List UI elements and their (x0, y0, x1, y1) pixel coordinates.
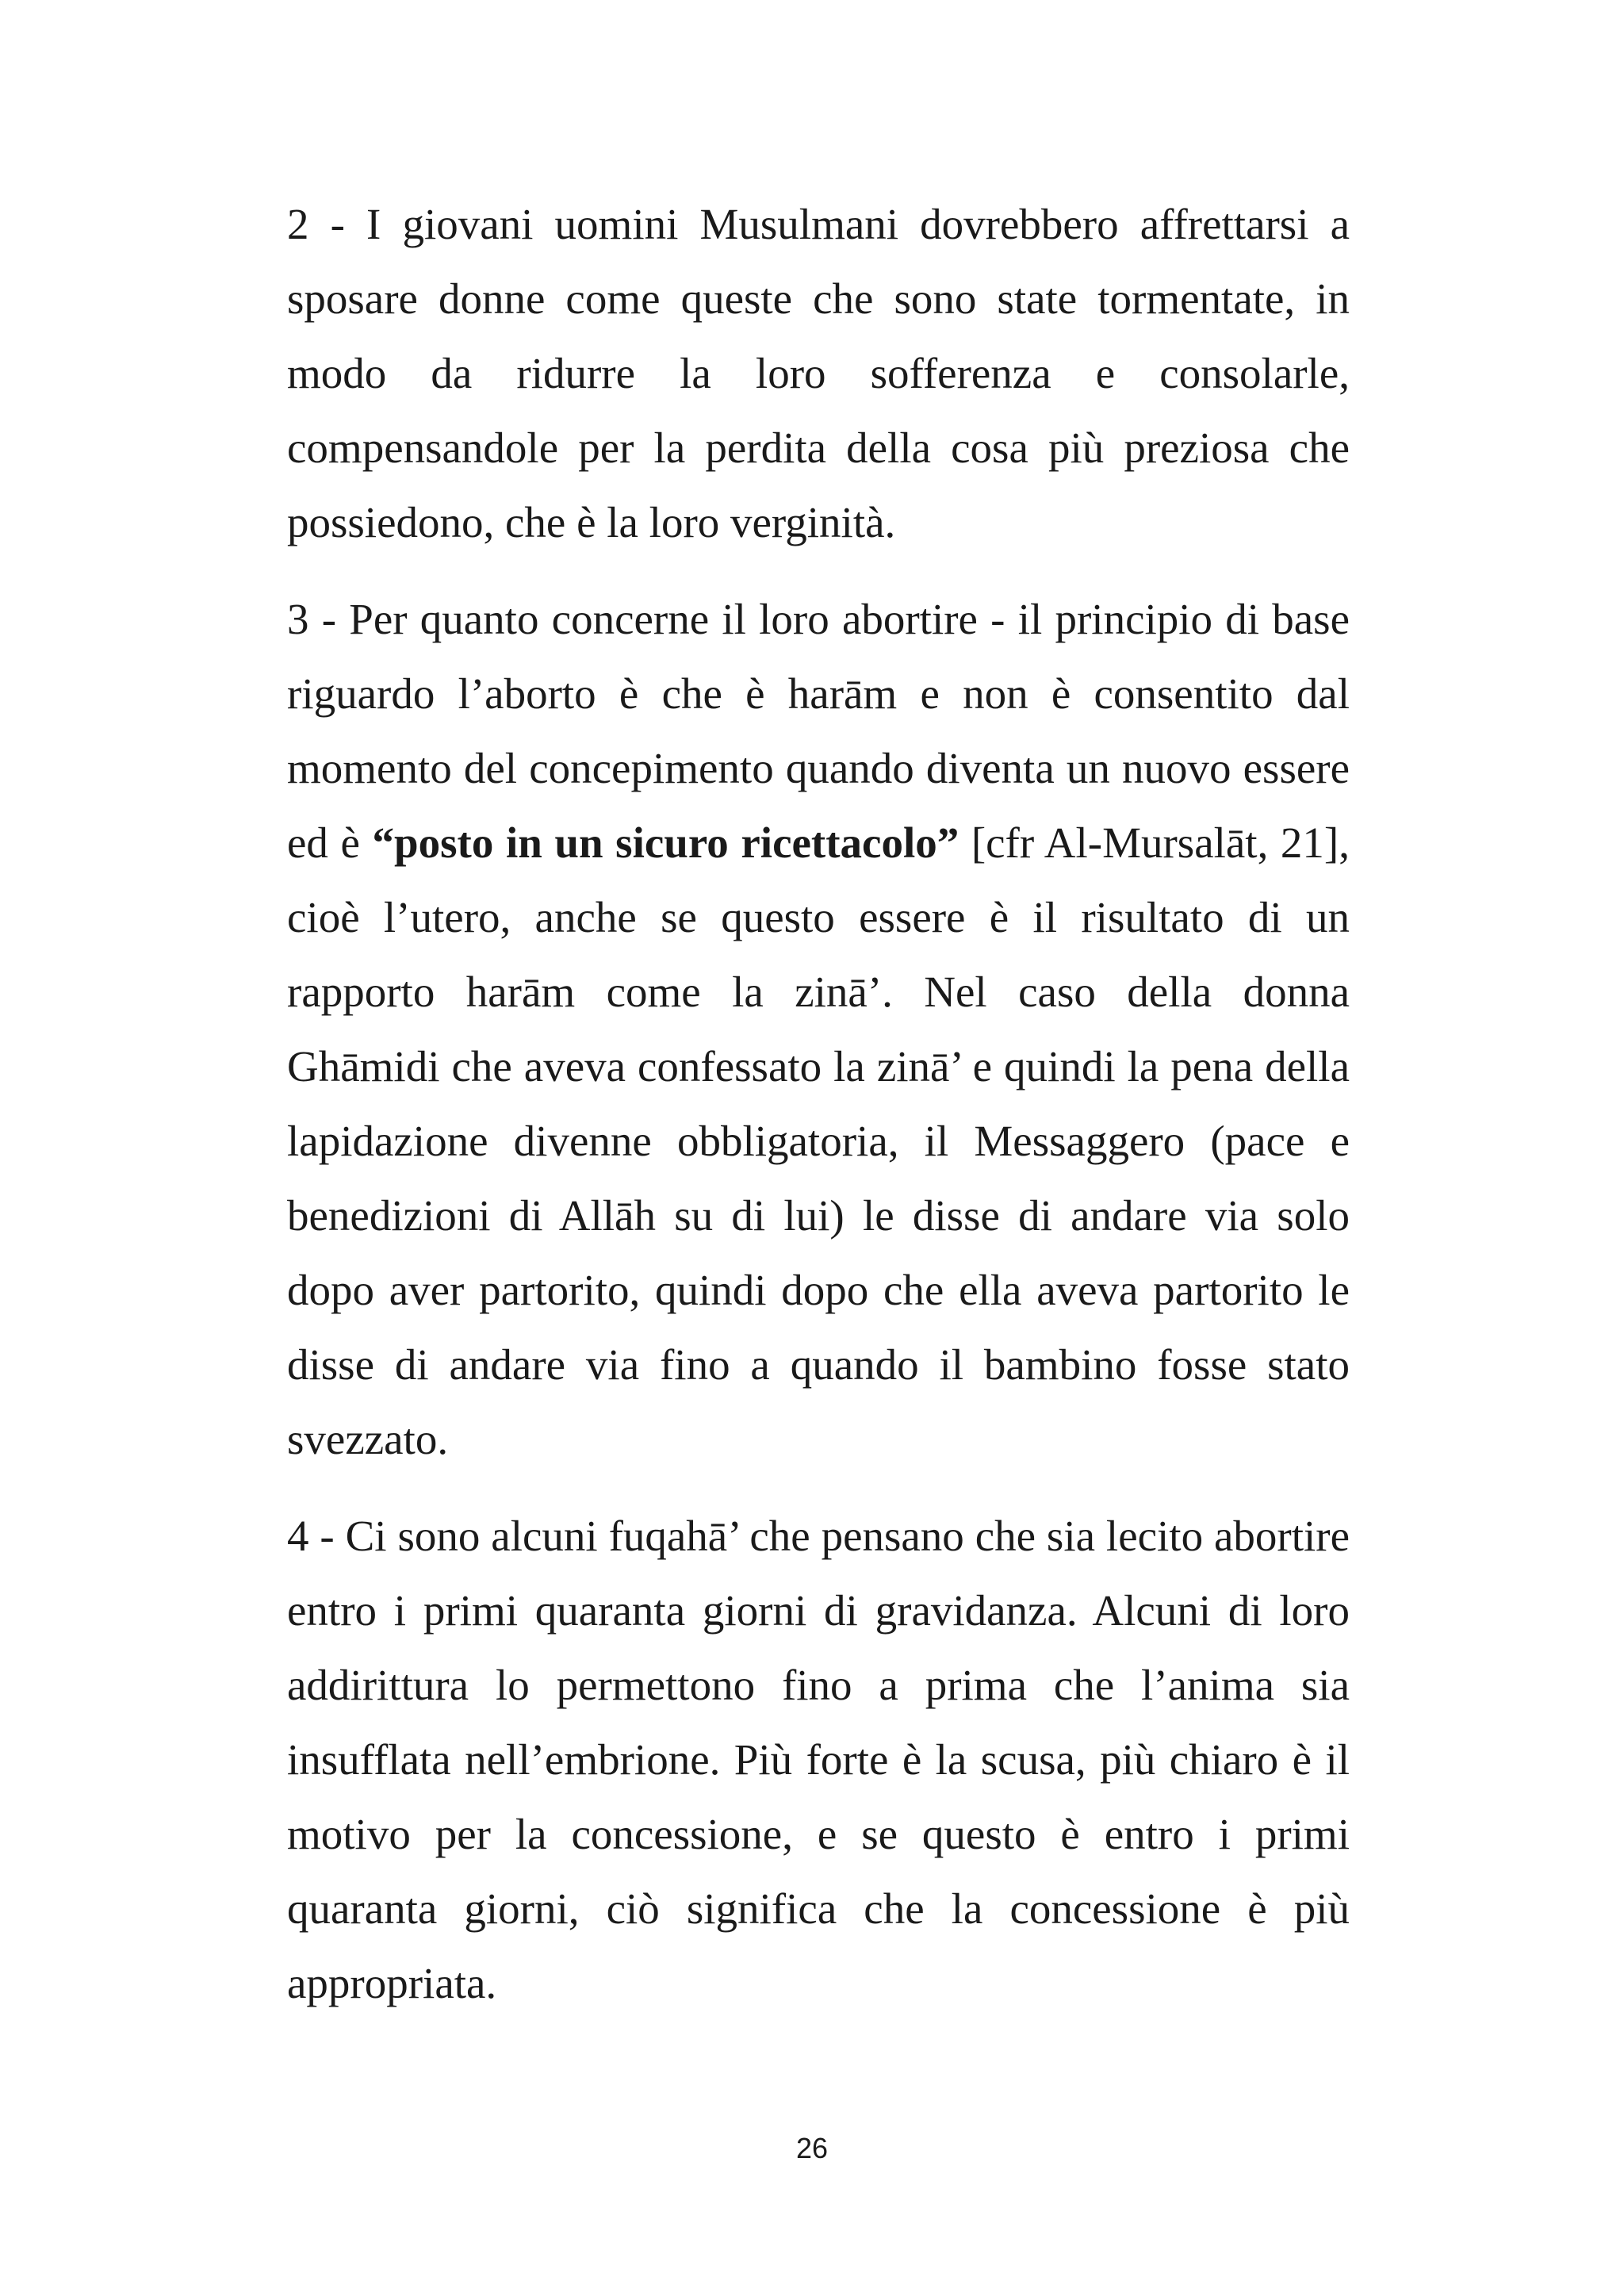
quran-quote: “posto in un sicuro ricettacolo” (372, 818, 959, 867)
paragraph-3-rest: [cfr Al-Mursalāt, 21], cioè l’utero, anche se questo essere è il risultato di un rapporto harām come la zinā’. Nel caso della donna Ghāmidi che aveva confessato la zinā’ e quindi la pena della lapidazione divenne obbligatoria, il Messaggero (pace e benedizioni di Allāh su di lui) le disse di andare via solo dopo aver partorito, quindi dopo che ella aveva partorito le disse di andare via fino a quando il bambino fosse stato svezzato. (287, 818, 1350, 1463)
paragraph-2: 2 - I giovani uomini Musulmani dovrebbero affrettarsi a sposare donne come queste che sono state tormentate, in modo da ridurre la loro sofferenza e consolarle, compensandole per la perdita della cosa più preziosa che possiedono, che è la loro verginità. (287, 200, 1350, 546)
paragraph-4: 4 - Ci sono alcuni fuqahā’ che pensano che sia lecito abortire entro i primi quaranta giorni di gravidanza. Alcuni di loro addirittura lo permettono fino a prima che l’anima sia insufflata nell’embrione. Più forte è la scusa, più chiaro è il motivo per la concessione, e se questo è entro i primi quaranta giorni, ciò significa che la concessione è più appropriata. (287, 1512, 1350, 2007)
page-number: 26 (795, 2132, 829, 2164)
body-text (287, 187, 1350, 2043)
paragraph-3 (287, 582, 1350, 1477)
paragraph-3-lead: 3 - Per quanto concerne il loro abortire - il principio di base riguardo l’aborto è che è harām e non è consentito dal momento del concepimento quando diventa un nuovo essere ed è (287, 595, 1350, 867)
